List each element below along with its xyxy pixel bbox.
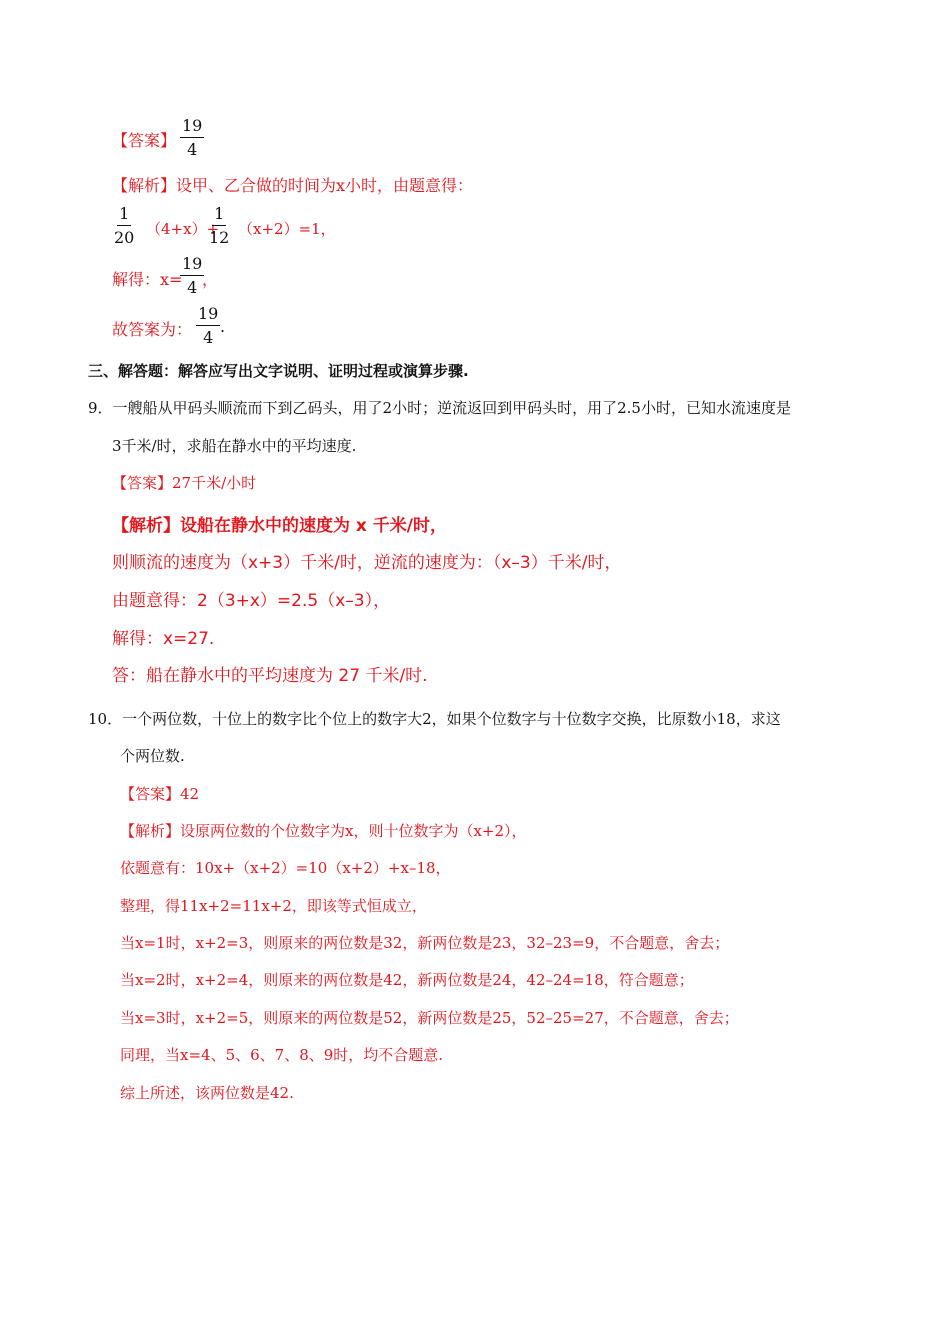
- section3-heading: 三、解答题：解答应写出文字说明、证明过程或演算步骤.: [88, 362, 469, 380]
- q8-answer-fraction: [180, 118, 204, 158]
- q9-question-line1: 9．一艘船从甲码头顺流而下到乙码头，用了2小时；逆流返回到甲码头时，用了2.5小时，已知水流速度是: [88, 399, 791, 417]
- q9-analysis-line3: 由题意得：2（3+x）=2.5（x–3），: [112, 591, 391, 611]
- q8-final-den: 4: [203, 328, 214, 347]
- q10-analysis-line3: 整理，得11x+2=11x+2，即该等式恒成立，: [120, 897, 427, 915]
- q8-solve-den: 4: [187, 278, 198, 297]
- q8-eq-part1: （4+x）+: [146, 220, 220, 238]
- q9-analysis-line2: 则顺流的速度为（x+3）千米/时，逆流的速度为：（x–3）千米/时，: [112, 553, 622, 573]
- q8-eq-fraction-1: [114, 206, 134, 246]
- q10-question-line1: 10．一个两位数，十位上的数字比个位上的数字大2，如果个位数字与十位数字交换，比原数小18，求这: [88, 710, 781, 728]
- q8-analysis: [112, 173, 473, 196]
- q9-analysis-line5: 答：船在静水中的平均速度为 27 千米/时.: [112, 666, 428, 686]
- q8-answer-label: 【答案】: [112, 131, 177, 150]
- q10-analysis-line2: 依题意有：10x+（x+2）=10（x+2）+x–18，: [120, 859, 451, 877]
- q9-analysis-line4: 解得：x=27.: [112, 629, 215, 649]
- q10-answer: 【答案】42: [120, 785, 200, 803]
- q10-analysis-line1: 【解析】设原两位数的个位数字为x，则十位数字为（x+2），: [120, 822, 527, 840]
- q8-final-suffix: .: [220, 317, 226, 336]
- q8-solve-fraction: [180, 256, 204, 296]
- q10-analysis-line6: 当x=3时，x+2=5，则原来的两位数是52，新两位数是25，52–25=27，不合题意，舍去；: [120, 1009, 739, 1027]
- q8-final-fraction: [196, 306, 220, 346]
- q8-answer-denominator: 4: [187, 140, 198, 159]
- q8-final-num: 19: [196, 306, 220, 326]
- q8-answer-numerator: 19: [180, 118, 204, 138]
- q10-analysis-line4: 当x=1时，x+2=3，则原来的两位数是32，新两位数是23，32–23=9，不合题意，舍去；: [120, 934, 730, 952]
- q8-eq-frac2-den: 12: [209, 228, 230, 247]
- q10-analysis-line5: 当x=2时，x+2=4，则原来的两位数是42，新两位数是24，42–24=18，符合题意；: [120, 971, 694, 989]
- q8-solve-num: 19: [180, 256, 204, 276]
- q8-eq-frac1-den: 20: [114, 228, 135, 247]
- q8-solve-prefix: 解得：x=: [112, 270, 183, 289]
- q8-analysis-text: 设甲、乙合做的时间为x小时，由题意得：: [176, 176, 474, 195]
- q8-eq-frac2-num: 1: [212, 206, 226, 226]
- q8-solve-suffix: ，: [202, 270, 219, 289]
- q9-analysis-line1: 【解析】设船在静水中的速度为 x 千米/时，: [112, 516, 448, 536]
- q8-eq-part2: （x+2）=1，: [238, 220, 336, 238]
- q8-final-prefix: 故答案为：: [112, 320, 193, 339]
- q8-eq-fraction-2: [209, 206, 229, 246]
- q10-analysis-line8: 综上所述，该两位数是42.: [120, 1084, 294, 1102]
- q10-analysis-line7: 同理，当x=4、5、6、7、8、9时，均不合题意.: [120, 1046, 444, 1064]
- q9-answer: 【答案】27千米/小时: [112, 474, 257, 492]
- q10-question-line2: 个两位数.: [120, 747, 185, 765]
- q8-analysis-label: 【解析】: [112, 176, 177, 195]
- q9-question-line2: 3千米/时，求船在静水中的平均速度.: [112, 437, 357, 455]
- q8-eq-frac1-num: 1: [117, 206, 131, 226]
